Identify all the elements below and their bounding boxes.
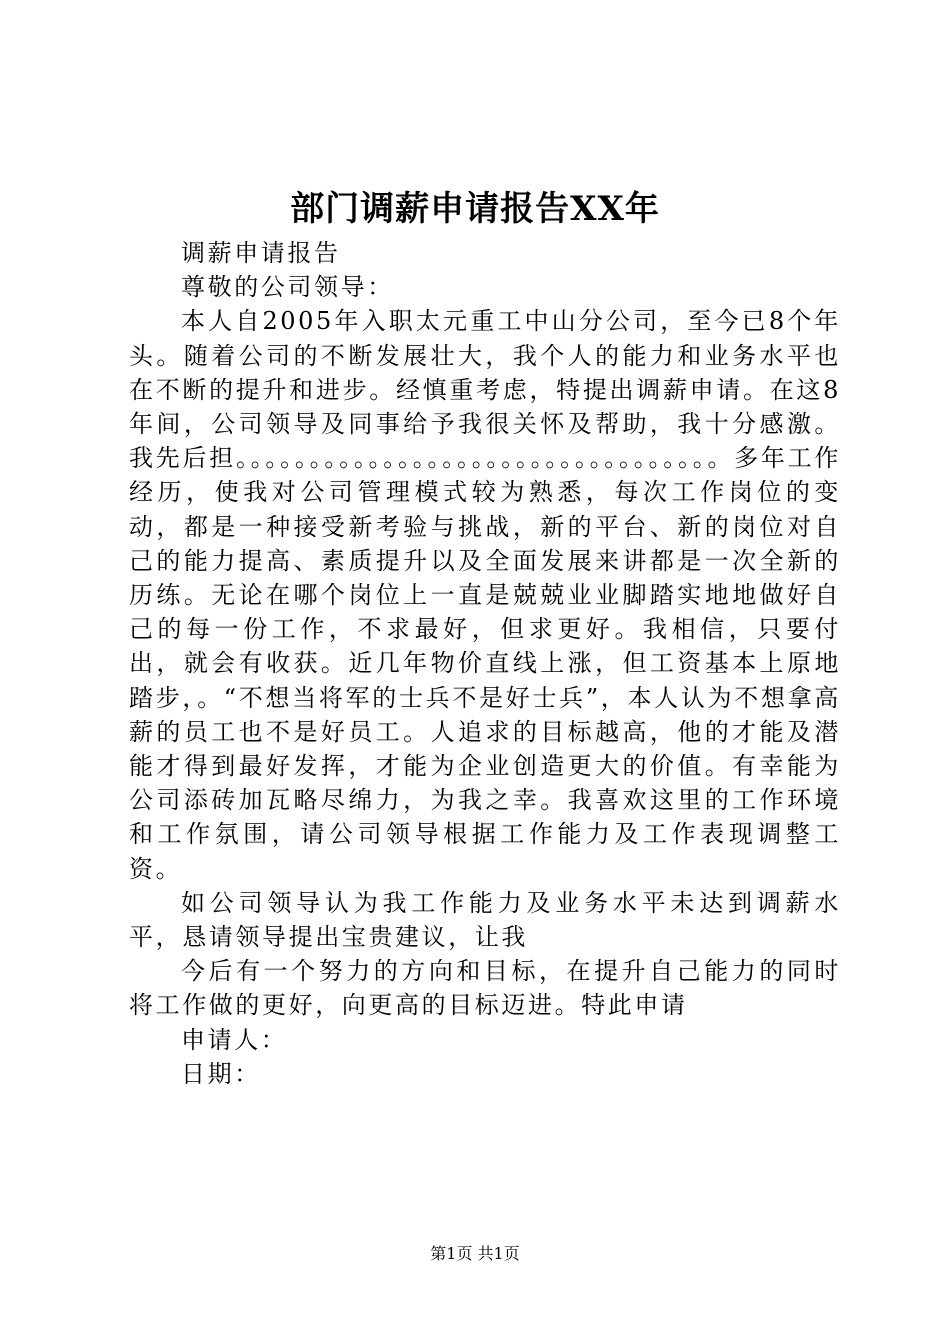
paragraph-salutation: 尊敬的公司领导：: [181, 273, 394, 302]
date-label: 日期：: [181, 1059, 261, 1088]
paragraph-main: 本人自2005年入职太元重工中山分公司，至今已8个年头。随着公司的不断发展壮大，我个人的能力和业务水平也在不断的提升和进步。经慎重考虑，特提出调薪申请。在这8年间，公司领导及同事给予我很关怀及帮助，我十分感激。我先后担。。。。。。。。。。。。。。。。。。。。。。。。。。。。。。。。。多年工作经历，使我对公司管理模式较为熟悉，每次工作岗位的变动，都是一种接受新考验与挑战，新的平台、新的岗位对自己的能力提高、素质提升以及全面发展来讲都是一次全新的历练。无论在哪个岗位上一直是兢兢业业脚踏实地地做好自己的每一份工作，不求最好，但求更好。我相信，只要付出，就会有收获。近几年物价直线上涨，但工资基本上原地踏步，。“不想当将军的士兵不是好士兵”，本人认为不想拿高薪的员工也不是好员工。人追求的目标越高，他的才能及潜能才得到最好发挥，才能为企业创造更大的价值。有幸能为公司添砖加瓦略尽绵力，为我之幸。我喜欢这里的工作环境和工作氛围，请公司领导根据工作能力及工作表现调整工资。: [129, 307, 841, 883]
document-title: 部门调薪申请报告XX年: [290, 189, 660, 229]
page-footer: 第1页 共1页: [430, 1244, 520, 1263]
applicant-label: 申请人：: [181, 1025, 288, 1054]
document-body: [129, 236, 841, 1091]
paragraph-subtitle: 调薪申请报告: [181, 239, 341, 267]
paragraph-request: 如公司领导认为我工作能力及业务水平未达到调薪水平，恳请领导提出宝贵建议，让我: [129, 888, 841, 952]
paragraph-closing: 今后有一个努力的方向和目标，在提升自己能力的同时将工作做的更好，向更高的目标迈进。特此申请: [129, 957, 841, 1020]
